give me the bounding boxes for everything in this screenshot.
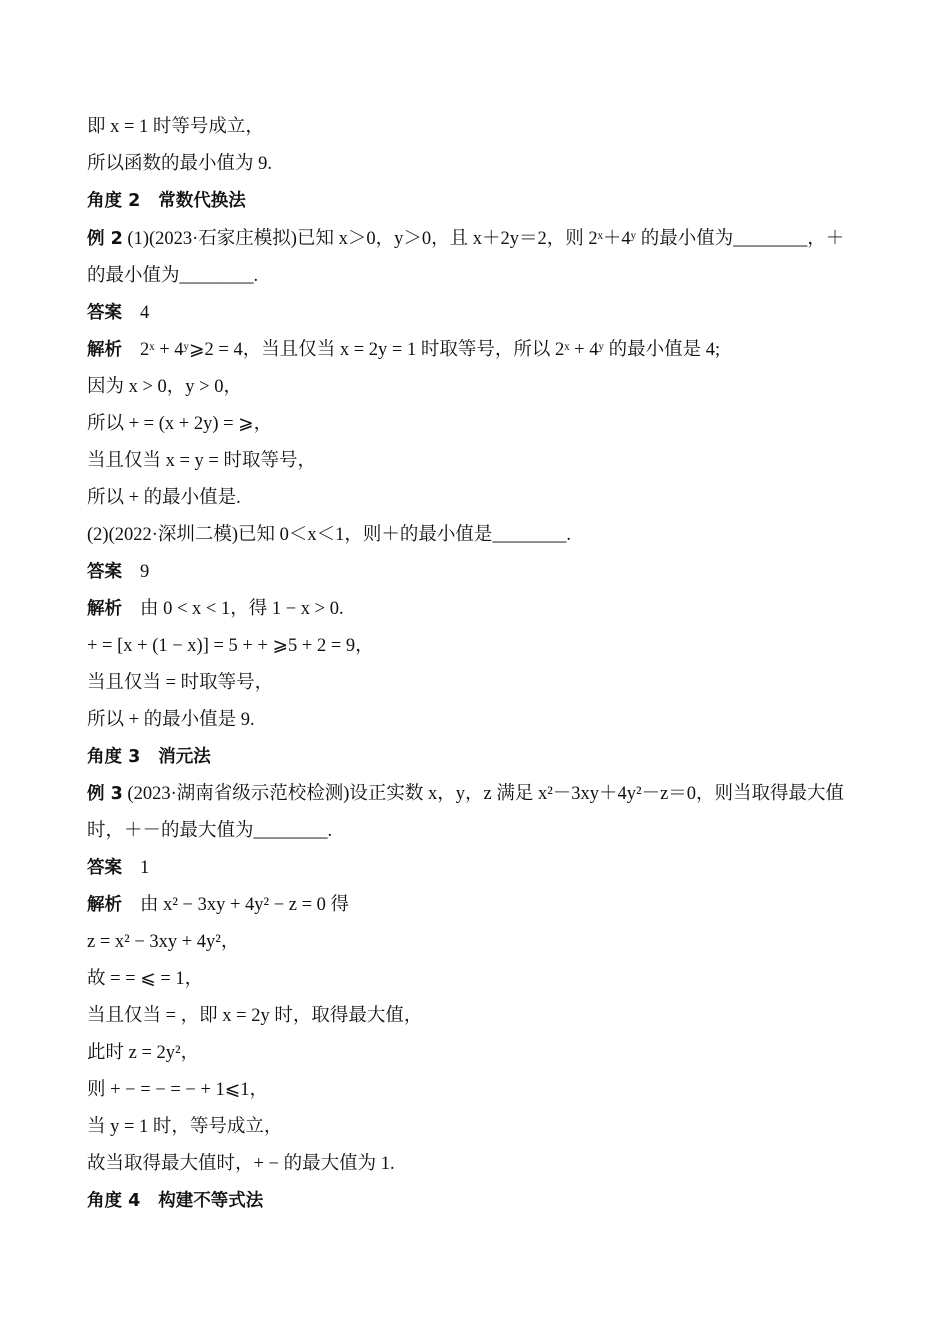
text-line: (2)(2022·深圳二模)已知 0＜x＜1，则＋的最小值是________. (87, 525, 572, 545)
text-line: 的最小值为________. (87, 266, 259, 286)
text-line: + = [x + (1 − x)] = 5 + + ⩾5 + 2 = 9， (87, 636, 374, 656)
answer-label: 答案 (87, 303, 122, 323)
answer-value: 4 (140, 303, 150, 323)
answer-line (87, 855, 149, 881)
section-title: 常数代换法 (158, 191, 246, 211)
analysis-line: 解析 2ˣ + 4ʸ⩾2 = 4，当且仅当 x = 2y = 1 时取等号，所以 2ˣ + 4ʸ 的最小值是 4; (87, 340, 721, 360)
answer-label: 答案 (87, 562, 122, 582)
text-line: 所以 + 的最小值是 9. (87, 710, 255, 730)
text-line: 当且仅当 = ，即 x = 2y 时，取得最大值， (87, 1006, 423, 1026)
section-title: 构建不等式法 (158, 1191, 264, 1211)
analysis-line: 解析 由 x² − 3xy + 4y² − z = 0 得 (87, 895, 350, 915)
answer-value: 9 (140, 562, 150, 582)
text-line: 所以 + = (x + 2y) = ⩾， (87, 414, 273, 434)
text-line: 故当取得最大值时，+ − 的最大值为 1. (87, 1154, 395, 1174)
analysis-label: 解析 (87, 599, 122, 619)
analysis-label: 解析 (87, 895, 122, 915)
text-line: 当且仅当 = 时取等号， (87, 673, 274, 693)
section-heading (87, 744, 211, 770)
text-line: 当 y = 1 时，等号成立， (87, 1117, 283, 1137)
section-heading (87, 1188, 263, 1214)
text-line: 因为 x > 0，y > 0， (87, 377, 242, 397)
text-line: z = x² − 3xy + 4y²， (87, 932, 240, 952)
example-line: 例 3 (2023·湖南省级示范校检测)设正实数 x，y，z 满足 x²－3xy＋4y²－z＝0，则当取得最大值 (87, 784, 845, 804)
text-line: 即 x = 1 时等号成立， (87, 117, 264, 137)
angle-label: 角度 4 (87, 1191, 141, 1211)
section-heading (87, 188, 246, 214)
angle-label: 角度 3 (87, 747, 141, 767)
section-title: 消元法 (158, 747, 211, 767)
text-line: 所以 + 的最小值是. (87, 488, 241, 508)
analysis-label: 解析 (87, 340, 122, 360)
answer-line (87, 300, 149, 326)
text-line: 所以函数的最小值为 9. (87, 154, 273, 174)
text-line: 当且仅当 x = y = 时取等号， (87, 451, 316, 471)
text-line: 则 + − = − = − + 1⩽1， (87, 1080, 269, 1100)
example-label: 例 3 (87, 784, 123, 804)
text-line: 时，＋－的最大值为________. (87, 821, 333, 841)
example-line: 例 2 (1)(2023·石家庄模拟)已知 x＞0，y＞0，且 x＋2y＝2，则 2ˣ＋4ʸ 的最小值为________，＋ (87, 229, 845, 249)
example-label: 例 2 (87, 229, 123, 249)
answer-value: 1 (140, 858, 150, 878)
text-line: 故 = = ⩽ = 1， (87, 969, 204, 989)
angle-label: 角度 2 (87, 191, 141, 211)
answer-label: 答案 (87, 858, 122, 878)
analysis-line: 解析 由 0 < x < 1，得 1 − x > 0. (87, 599, 344, 619)
text-line: 此时 z = 2y²， (87, 1043, 200, 1063)
answer-line (87, 559, 149, 585)
